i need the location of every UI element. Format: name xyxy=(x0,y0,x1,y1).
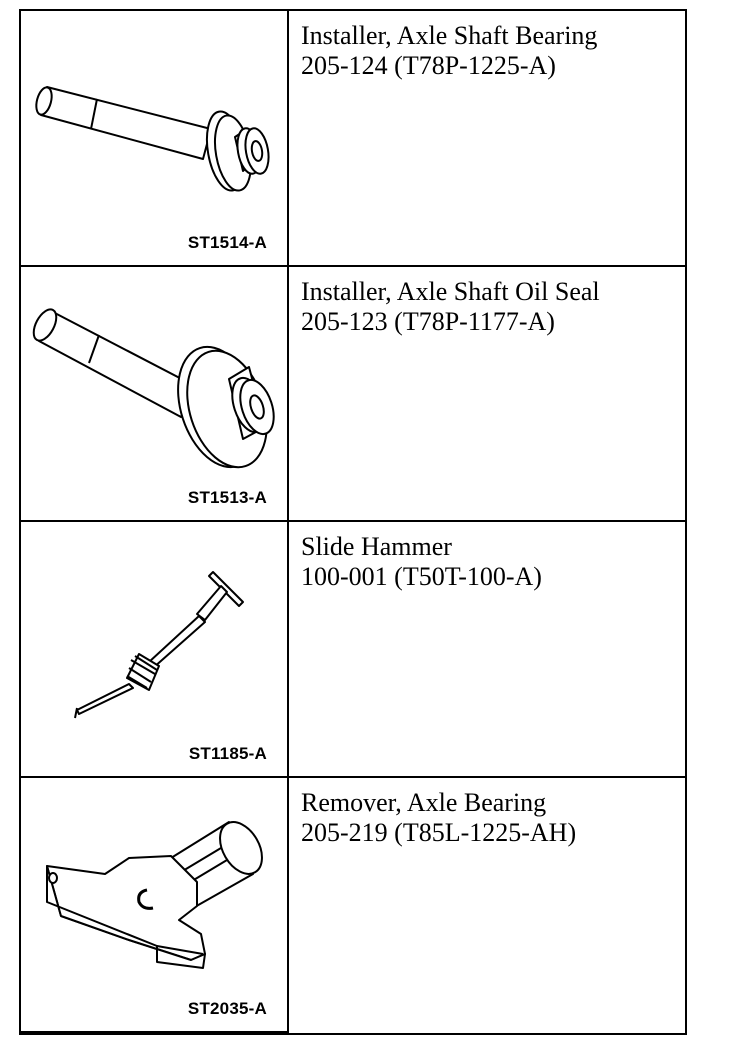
axle-shaft-bearing-installer-icon xyxy=(21,11,287,265)
tool-illustration-cell xyxy=(21,522,289,778)
tool-name: Installer, Axle Shaft Bearing xyxy=(301,21,598,50)
tool-illustration-cell xyxy=(21,778,289,1034)
tool-description-cell xyxy=(289,267,685,523)
tool-number: 205-124 (T78P-1225-A) xyxy=(301,51,556,80)
illustration-code: ST1513-A xyxy=(187,488,267,507)
slide-hammer-icon xyxy=(21,522,287,776)
tool-description-cell xyxy=(289,11,685,267)
illustration-code: ST2035-A xyxy=(187,999,267,1018)
axle-bearing-remover-icon xyxy=(21,778,287,1032)
special-tools-table xyxy=(19,9,687,1035)
tool-name: Slide Hammer xyxy=(301,532,452,561)
tool-name: Remover, Axle Bearing xyxy=(301,787,547,817)
tool-number: 100-001 (T50T-100-A) xyxy=(301,562,542,591)
tool-description-cell xyxy=(289,778,685,1034)
tool-description-cell xyxy=(289,522,685,778)
tool-name: Installer, Axle Shaft Oil Seal xyxy=(301,276,600,306)
tool-number: 205-219 (T85L-1225-AH) xyxy=(301,817,577,847)
tool-number: 205-123 (T78P-1177-A) xyxy=(301,306,555,336)
axle-shaft-oil-seal-installer-icon xyxy=(21,267,287,521)
tool-illustration-cell xyxy=(21,11,289,267)
illustration-code: ST1514-A xyxy=(187,232,267,252)
illustration-code: ST1185-A xyxy=(188,743,267,763)
tool-illustration-cell xyxy=(21,267,289,523)
